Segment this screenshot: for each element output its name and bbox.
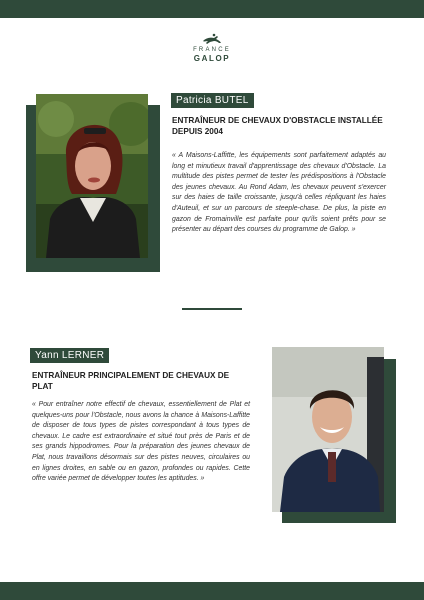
- top-header-bar: [0, 0, 424, 18]
- logo-line-1: FRANCE: [193, 47, 231, 53]
- profile-1-role: ENTRAÎNEUR DE CHEVAUX D'OBSTACLE INSTALLÉE DEPUIS 2004: [172, 116, 383, 136]
- profile-1-name: Patricia BUTEL: [171, 93, 254, 108]
- profile-1-quote: « A Maisons-Laffitte, les équipements sont parfaitement adaptés au long et minutieux travail d'apprentissage des chevaux d'Obstacle. La multitude des pistes permet de tester les prédispositions à l'Obstacle des jeunes chevaux. Au Rond Adam, les chevaux peuvent s'exercer sur des haies de taille croissante, jusqu'à celles répliquant les haies d'Auteuil, et sur un parcours de steeple-chase. De plus, la piste en gazon de Fromainville est parfaite pour qu'ils soient prêts pour se présenter au départ des courses du programme de Galop. »: [172, 152, 386, 234]
- france-galop-logo: [172, 33, 252, 63]
- portrait-photo-1: [36, 94, 148, 258]
- profile-2-role: ENTRAÎNEUR PRINCIPALEMENT DE CHEVAUX DE PLAT: [32, 371, 230, 391]
- profile-2-quote: « Pour entraîner notre effectif de chevaux, essentiellement de Plat et quelques-uns pour l'Obstacle, nous avons la chance à Maisons-Laffitte de disposer de tous types de pistes correspondant à tous types de chevaux. Le cadre est extraordinaire et situé tout près de Paris et de ses grands hippodromes. Pour la préparation des jeunes chevaux de Plat, nous travaillons désormais sur des pistes neuves, circulaires ou en lignes droites, en sable ou en gazon, profondes ou rapides. Cette offre variée permet de développer toutes les aptitudes. »: [32, 401, 250, 483]
- logo-line-2: GALOP: [193, 54, 231, 63]
- profile-2-name: Yann LERNER: [30, 348, 109, 363]
- portrait-photo-2: [272, 347, 384, 512]
- section-divider: [182, 308, 242, 310]
- horse-jockey-icon: [201, 33, 223, 45]
- bottom-footer-bar: [0, 582, 424, 600]
